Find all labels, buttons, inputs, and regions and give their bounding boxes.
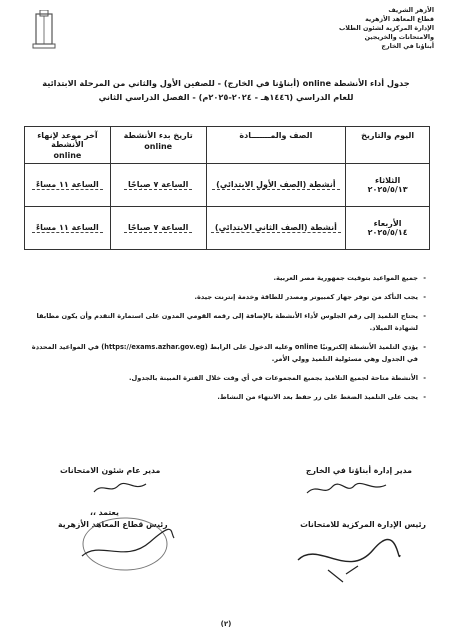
list-item: - يؤدي التلميذ الأنشطة إلكترونيًا online وعليه الدخول على الرابط (https://exams.azhar.gov.eg) في المواعيد المحددة في الجدول وهي مسئولية التلميذ وولي الأمر. <box>31 343 426 363</box>
page-number: (٢) <box>220 620 232 628</box>
list-item: - جميع المواعيد بتوقيت جمهورية مصر العربية. <box>273 274 426 282</box>
title-line-2: للعام الدراسي (١٤٤٦هـ - ٢٠٢٤-٢٠٢٥م) - الفصل الدراسي الثاني <box>98 92 354 102</box>
bullet-icon: - <box>423 293 426 301</box>
header-end-date: آخر موعد لإنهاء الأنشطة online <box>25 127 111 164</box>
table-header-row <box>25 127 430 164</box>
day-date-cell <box>346 164 430 207</box>
day: الأربعاء <box>373 219 402 228</box>
handwritten-signature <box>302 478 392 500</box>
list-item: - الأنشطة متاحة لجميع التلاميذ بجميع المجموعات في أي وقت خلال الفترة المبينة بالجدول. <box>129 374 426 382</box>
bullet-icon: - <box>423 393 426 401</box>
day: الثلاثاء <box>375 176 401 185</box>
handwritten-signature <box>90 478 150 498</box>
organization-header <box>314 6 434 51</box>
header-end-sub: online <box>53 151 82 160</box>
approval-label: يعتمد ،، <box>90 508 119 517</box>
bullet-icon: - <box>423 343 426 351</box>
subject-cell: أنشطة (الصف الأول الابتدائي) <box>206 164 346 207</box>
title-line-1: جدول أداء الأنشطة online (أبناؤنا في الخارج) - للصفين الأول والثاني من المرحلة الابتدائية <box>42 78 410 88</box>
signature-right-bottom: رئيس الإدارة المركزية للامتحانات <box>300 520 426 529</box>
start-cell: الساعة ٧ صباحًا <box>110 164 206 207</box>
table-row <box>25 164 430 207</box>
signature-left-bottom: رئيس قطاع المعاهد الأزهرية <box>58 520 168 529</box>
signature-left-title: مدير عام شئون الامتحانات <box>60 466 161 475</box>
list-item: - يجب على التلميذ الضغط على زر حفظ بعد الانتهاء من النشاط. <box>217 393 426 401</box>
date: ٢٠٢٥/٥/١٣ <box>367 185 408 194</box>
header-grade-subject: الصف والمـــــــادة <box>206 127 346 164</box>
end-cell: الساعة ١١ مساءً <box>25 207 111 250</box>
end-cell: الساعة ١١ مساءً <box>25 164 111 207</box>
bullet-icon: - <box>423 274 426 282</box>
org-line: الأزهر الشريف <box>388 7 434 14</box>
official-stamp <box>70 512 180 576</box>
bullet-icon: - <box>423 374 426 382</box>
subject-cell: أنشطة (الصف الثاني الابتدائي) <box>206 207 346 250</box>
header-day-date: اليوم والتاريخ <box>346 127 430 164</box>
org-line: أبناؤنا في الخارج <box>381 43 434 50</box>
start-cell: الساعة ٧ صباحًا <box>110 207 206 250</box>
schedule-table <box>24 126 430 250</box>
signature-right-title: مدير إدارة أبناؤنا في الخارج <box>305 466 412 475</box>
org-line: قطاع المعاهد الأزهرية <box>365 16 434 23</box>
org-line: الإدارة المركزية لشئون الطلاب <box>338 25 434 32</box>
notes-list <box>20 272 426 410</box>
org-line: والامتحانات والخريجين <box>364 34 434 41</box>
document-title <box>20 76 432 104</box>
day-date-cell <box>346 207 430 250</box>
list-item: - يجب التأكد من توفر جهاز كمبيوتر ومصدر للطاقة وخدمة إنترنت جيدة. <box>194 293 426 301</box>
header-start-sub: online <box>144 142 173 151</box>
azhar-logo <box>30 10 58 50</box>
header-start-date: تاريخ بدء الأنشطة online <box>110 127 206 164</box>
date: ٢٠٢٥/٥/١٤ <box>367 228 408 237</box>
table-row <box>25 207 430 250</box>
list-item: - يحتاج التلميذ إلى رقم الجلوس لأداء الأنشطة بالإضافة إلى رقمه القومي المدون على استمارة التقدم وأن يكون مطابقا لشهادة الميلاد. <box>36 312 426 332</box>
bullet-icon: - <box>423 312 426 320</box>
official-stamp <box>288 530 406 588</box>
